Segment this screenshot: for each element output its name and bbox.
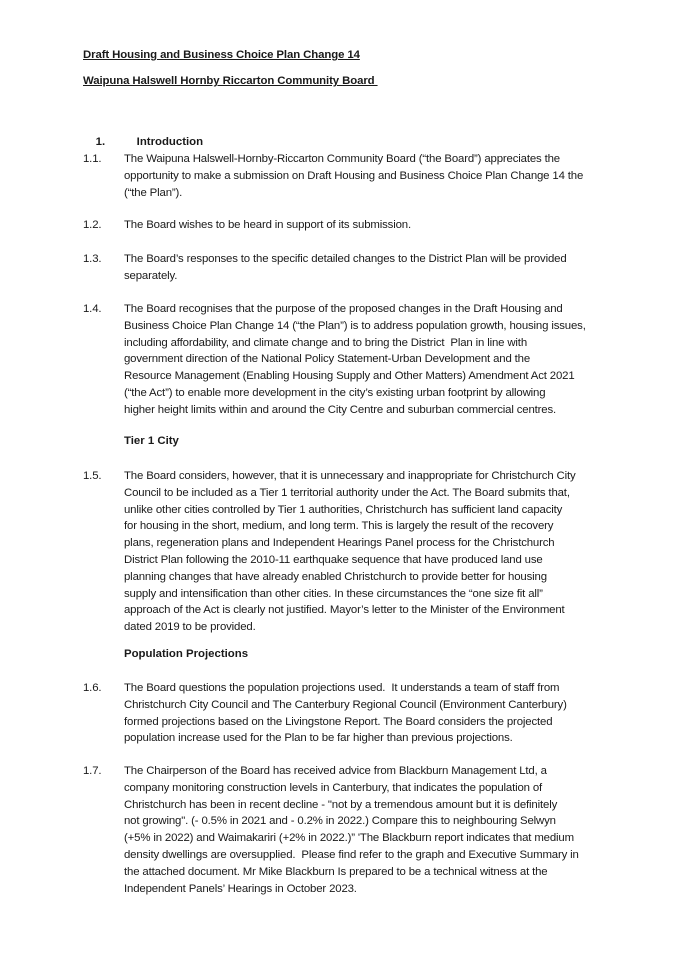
- paragraph-line: planning changes that have already enabled Christchurch to provide better for housing: [124, 570, 547, 583]
- paragraph-line: Independent Panels’ Hearings in October 2023.: [124, 882, 357, 895]
- paragraph-line: separately.: [124, 269, 178, 282]
- paragraph-line: Christchurch has been in recent decline - "not by a tremendous amount but it is definitely: [124, 798, 558, 811]
- paragraph-line: not growing". (- 0.5% in 2021 and - 0.2% in 2022.) Compare this to neighbouring Selwyn: [124, 815, 556, 828]
- paragraph-1-7: [83, 763, 603, 897]
- paragraph-line: population increase used for the Plan to be far higher than previous projections.: [124, 732, 513, 745]
- paragraph-1-5: [83, 468, 603, 636]
- paragraph-line: higher height limits within and around the City Centre and suburban commercial centres.: [124, 403, 557, 416]
- paragraph-line: The Board considers, however, that it is unnecessary and inappropriate for Christchurch City: [124, 470, 576, 482]
- paragraph-line: supply and intensification than other cities. In these circumstances the “one size fit all”: [124, 587, 543, 600]
- paragraph-line: (“the Act”) to enable more development in the city’s existing urban footprint by allowing: [124, 386, 546, 399]
- paragraph-number: 1.7.: [83, 765, 102, 777]
- paragraph-1-2: [83, 217, 603, 234]
- paragraph-number: 1.5.: [83, 470, 102, 482]
- section-number: 1.: [95, 136, 106, 148]
- paragraph-number: 1.1.: [83, 153, 102, 165]
- paragraph-line: plans, regeneration plans and Independent Hearings Panel process for the Christchurch: [124, 537, 555, 550]
- paragraph-number: 1.4.: [83, 303, 102, 315]
- paragraph-body: [124, 680, 603, 747]
- paragraph-line: government direction of the National Policy Statement-Urban Development and the: [124, 353, 531, 366]
- paragraph-body: [124, 217, 603, 234]
- paragraph-line: The Board recognises that the purpose of the proposed changes in the Draft Housing and: [124, 303, 563, 315]
- section-heading-text: Introduction: [136, 136, 204, 148]
- paragraph-line: (“the Plan”).: [124, 186, 183, 199]
- subheading-tier-1-city: Tier 1 City: [124, 435, 179, 447]
- paragraph-line: unlike other cities controlled by Tier 1 authorities, Christchurch has sufficient land capacity: [124, 503, 563, 516]
- paragraph-line: approach of the Act is clearly not justified. Mayor’s letter to the Minister of the Environment: [124, 604, 565, 617]
- paragraph-body: [124, 151, 603, 201]
- paragraph-line: (+5% in 2022) and Waimakariri (+2% in 2022.)” 'The Blackburn report indicates that medium: [124, 832, 574, 845]
- paragraph-body: [124, 251, 603, 285]
- paragraph-line: the attached document. Mr Mike Blackburn Is prepared to be a technical witness at the: [124, 865, 548, 878]
- paragraph-line: The Waipuna Halswell-Hornby-Riccarton Community Board (“the Board”) appreciates the: [124, 153, 560, 165]
- paragraph-line: The Chairperson of the Board has received advice from Blackburn Management Ltd, a: [124, 765, 547, 777]
- paragraph-number: 1.2.: [83, 219, 102, 231]
- document-subtitle: Waipuna Halswell Hornby Riccarton Community Board: [83, 75, 378, 87]
- paragraph-line: opportunity to make a submission on Draft Housing and Business Choice Plan Change 14 the: [124, 169, 584, 182]
- paragraph-number: 1.3.: [83, 253, 102, 265]
- paragraph-1-6: [83, 680, 603, 747]
- paragraph-body: [124, 468, 603, 636]
- paragraph-body: [124, 301, 603, 419]
- paragraph-line: Resource Management (Enabling Housing Supply and Other Matters) Amendment Act 2021: [124, 370, 575, 383]
- paragraph-line: formed projections based on the Livingstone Report. The Board considers the projected: [124, 715, 553, 728]
- paragraph-line: dated 2019 to be provided.: [124, 621, 256, 634]
- paragraph-number: 1.6.: [83, 682, 102, 694]
- paragraph-line: District Plan following the 2010-11 earthquake sequence that have produced land use: [124, 553, 543, 566]
- paragraph-line: The Board questions the population projections used. It understands a team of staff from: [124, 682, 560, 694]
- paragraph-1-4: [83, 301, 603, 419]
- paragraph-line: for housing in the short, medium, and long term. This is largely the result of the recovery: [124, 520, 554, 533]
- subheading-population-projections: Population Projections: [124, 648, 249, 660]
- document-title: Draft Housing and Business Choice Plan Change 14: [83, 49, 360, 61]
- paragraph-line: The Board’s responses to the specific detailed changes to the District Plan will be provided: [124, 253, 567, 265]
- paragraph-line: company monitoring construction levels in Canterbury, that indicates the population of: [124, 781, 543, 794]
- paragraph-1-3: [83, 251, 603, 285]
- paragraph-body: [124, 763, 603, 897]
- paragraph-line: including affordability, and climate change and to bring the District Plan in line with: [124, 336, 528, 349]
- paragraph-line: Council to be included as a Tier 1 territorial authority under the Act. The Board submits that,: [124, 486, 570, 499]
- paragraph-1-1: [83, 151, 603, 201]
- paragraph-line: The Board wishes to be heard in support of its submission.: [124, 219, 411, 231]
- paragraph-line: Christchurch City Council and The Canterbury Regional Council (Environment Canterbury): [124, 698, 567, 711]
- paragraph-line: density dwellings are oversupplied. Please find refer to the graph and Executive Summary in: [124, 848, 579, 861]
- paragraph-line: Business Choice Plan Change 14 (“the Plan”) is to address population growth, housing issues,: [124, 319, 586, 332]
